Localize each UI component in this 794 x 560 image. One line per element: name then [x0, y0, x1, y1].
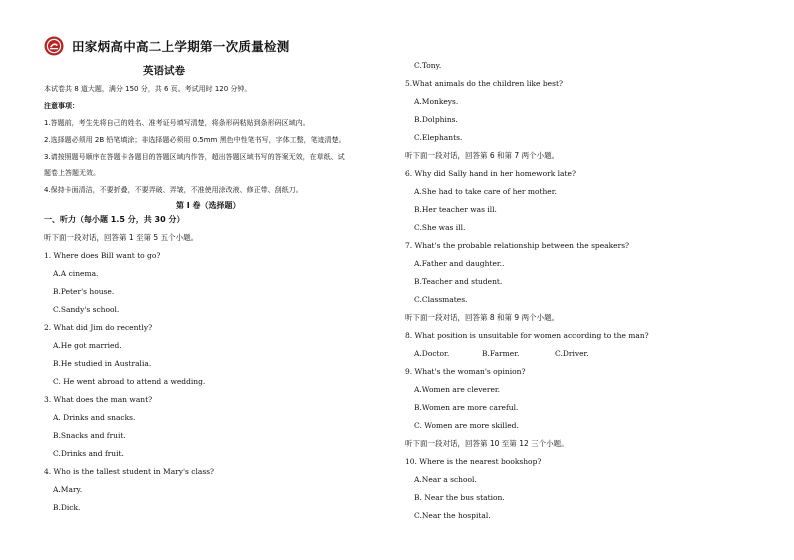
- question-5: 5.What animals do the children like best?: [405, 79, 564, 88]
- listening-direction: 听下面一段对话，回答第 6 和第 7 两个小题。: [405, 151, 560, 160]
- q3-option-c: C.Drinks and fruit.: [53, 449, 124, 458]
- q5-option-b: B.Dolphins.: [414, 115, 458, 124]
- q6-option-c: C.She was ill.: [414, 223, 466, 232]
- exam-intro: 本试卷共 8 道大题，满分 150 分，共 6 页。考试用时 120 分钟。: [44, 85, 252, 93]
- q1-option-c: C.Sandy's school.: [53, 305, 120, 314]
- q2-option-a: A.He got married.: [53, 341, 122, 350]
- q5-option-c: C.Elephants.: [414, 133, 463, 142]
- q5-option-a: A.Monkeys.: [414, 97, 459, 106]
- volume-title: 第 I 卷（选择题）: [176, 201, 241, 210]
- question-8: 8. What position is unsuitable for women according to the man?: [405, 331, 649, 340]
- q6-option-b: B.Her teacher was ill.: [414, 205, 497, 214]
- q7-option-c: C.Classmates.: [414, 295, 468, 304]
- q10-option-c: C.Near the hospital.: [414, 511, 491, 520]
- notice-heading: 注意事项：: [44, 102, 79, 110]
- q7-option-b: B.Teacher and student.: [414, 277, 503, 286]
- notice-item-2: 2.选择题必须用 2B 铅笔填涂；非选择题必须用 0.5mm 黑色中性笔书写，字体工整，笔迹清楚。: [44, 136, 346, 144]
- q4-option-b: B.Dick.: [53, 503, 81, 512]
- q4-option-c: C.Tony.: [414, 61, 442, 70]
- question-3: 3. What does the man want?: [44, 395, 153, 404]
- q10-option-b: B. Near the bus station.: [414, 493, 505, 502]
- q3-option-a: A. Drinks and snacks.: [53, 413, 136, 422]
- school-title: 田家炳高中高二上学期第一次质量检测: [72, 39, 290, 54]
- paper-title: 英语试卷: [143, 65, 185, 77]
- q8-option-c: C.Driver.: [555, 349, 589, 358]
- q1-option-a: A.A cinema.: [53, 269, 99, 278]
- question-7: 7. What's the probable relationship between the speakers?: [405, 241, 630, 250]
- question-6: 6. Why did Sally hand in her homework late?: [405, 169, 576, 178]
- question-2: 2. What did Jim do recently?: [44, 323, 153, 332]
- q9-option-a: A.Women are cleverer.: [414, 385, 501, 394]
- notice-item-3: 3.请按照题号顺序在答题卡各题目的答题区域内作答，超出答题区域书写的答案无效，在草纸、试: [44, 153, 345, 161]
- notice-item-3-cont: 题卷上答题无效。: [44, 169, 100, 177]
- question-1: 1. Where does Bill want to go?: [44, 251, 161, 260]
- q9-option-b: B.Women are more careful.: [414, 403, 519, 412]
- q4-option-a: A.Mary.: [53, 485, 83, 494]
- q6-option-a: A.She had to take care of her mother.: [414, 187, 557, 196]
- q7-option-a: A.Father and daughter..: [414, 259, 505, 268]
- question-10: 10. Where is the nearest bookshop?: [405, 457, 542, 466]
- q8-option-a: A.Doctor.: [414, 349, 450, 358]
- listening-direction: 听下面一段对话，回答第 10 至第 12 三个小题。: [405, 439, 569, 448]
- q8-option-b: B.Farmer.: [482, 349, 520, 358]
- question-9: 9. What's the woman's opinion?: [405, 367, 526, 376]
- listening-direction: 听下面一段对话，回答第 1 至第 5 五个小题。: [44, 233, 199, 242]
- q9-option-c: C. Women are more skilled.: [414, 421, 519, 430]
- q3-option-b: B.Snacks and fruit.: [53, 431, 126, 440]
- q2-option-c: C. He went abroad to attend a wedding.: [53, 377, 206, 386]
- notice-item-1: 1.答题前，考生先将自己的姓名、准考证号填写清楚，将条形码粘贴到条形码区域内。: [44, 119, 310, 127]
- listening-direction: 听下面一段对话，回答第 8 和第 9 两个小题。: [405, 313, 560, 322]
- q1-option-b: B.Peter's house.: [53, 287, 115, 296]
- q10-option-a: A.Near a school.: [414, 475, 477, 484]
- notice-item-4: 4.保持卡面清洁，不要折叠，不要弄破、弄皱，不准使用涂改液、修正带、刮纸刀。: [44, 186, 303, 194]
- section-title: 一、听力（每小题 1.5 分，共 30 分）: [44, 215, 185, 224]
- school-logo: [44, 36, 64, 56]
- q2-option-b: B.He studied in Australia.: [53, 359, 152, 368]
- question-4: 4. Who is the tallest student in Mary's class?: [44, 467, 215, 476]
